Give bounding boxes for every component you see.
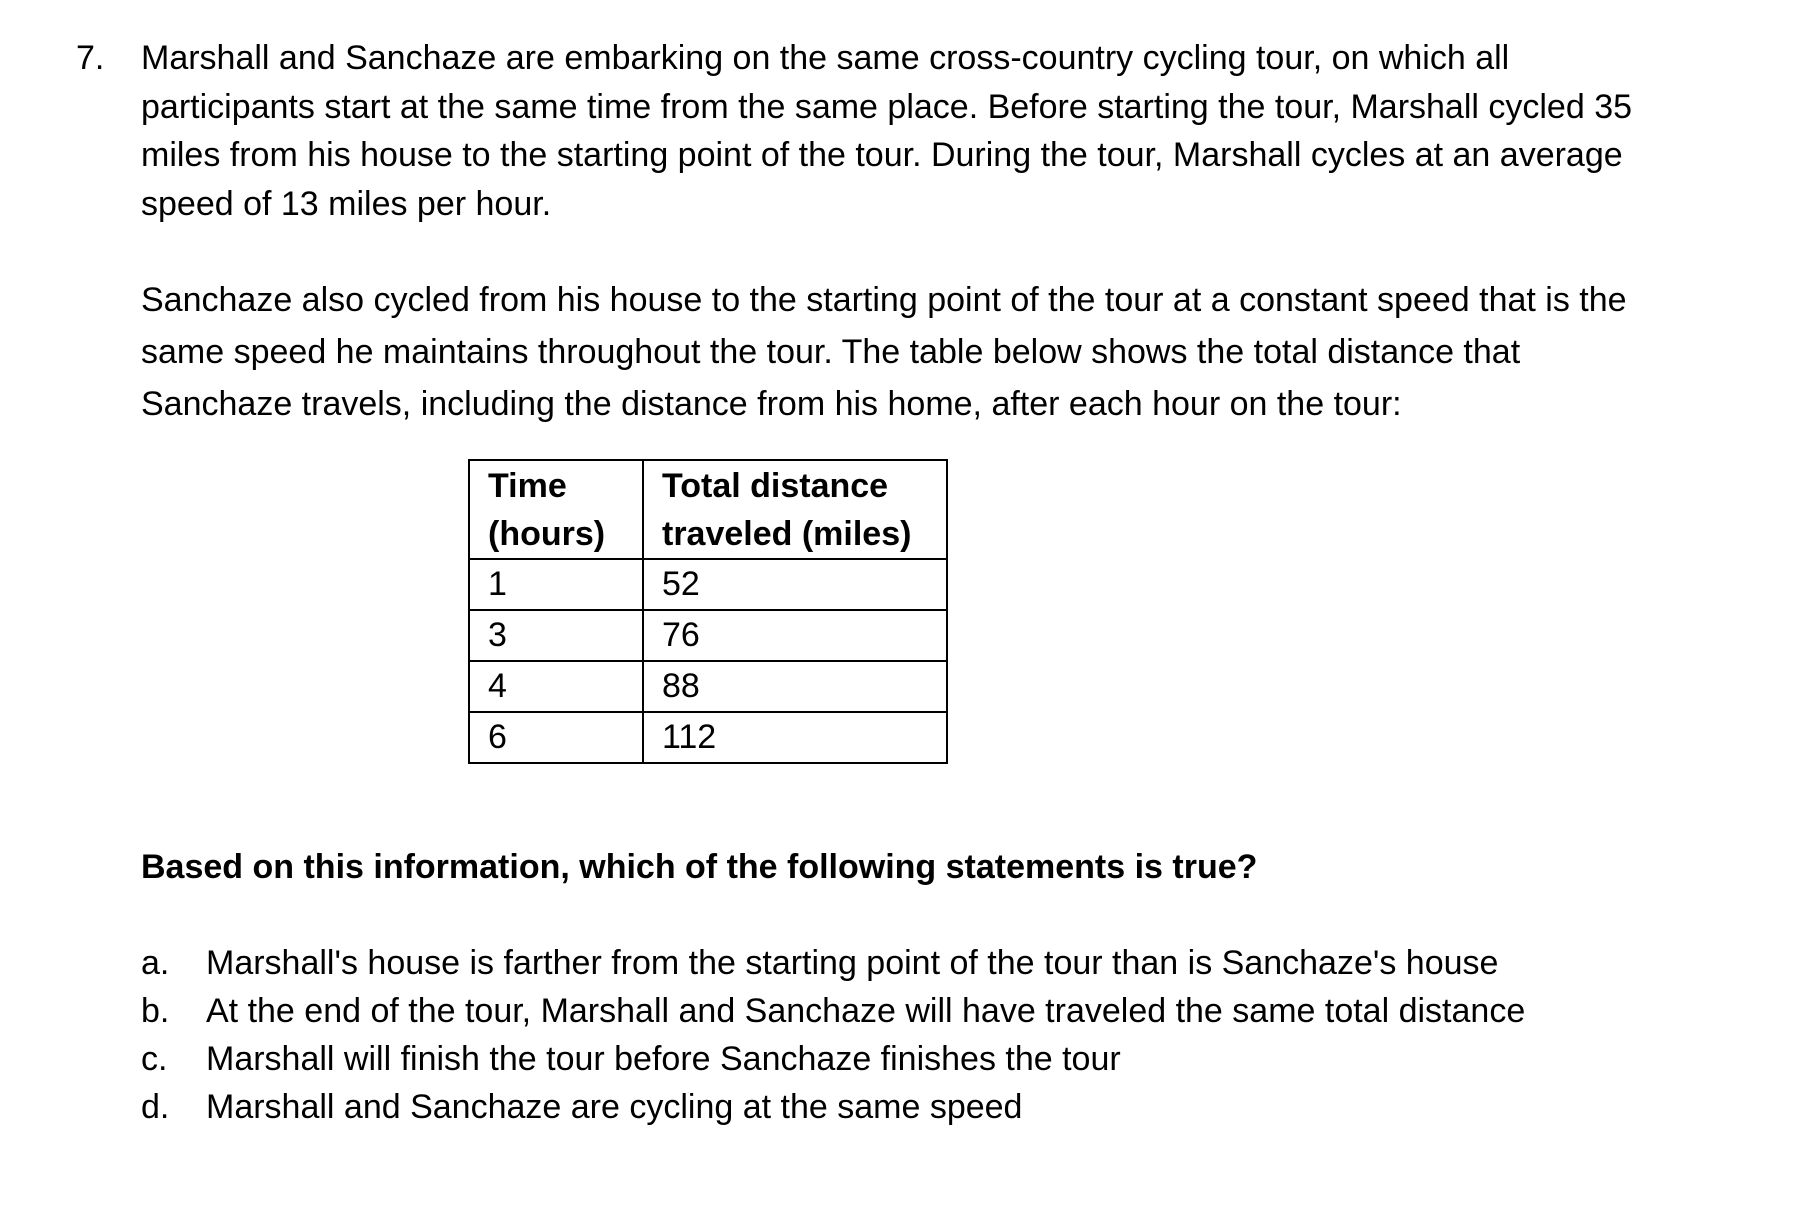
paragraph-line: participants start at the same time from the same place. Before starting the tour, Marshall cycled 35 [141, 87, 1633, 126]
header-line: traveled (miles) [662, 515, 912, 553]
cell-time: 4 [469, 661, 643, 712]
paragraph-line: miles from his house to the starting point of the tour. During the tour, Marshall cycles at an average [141, 136, 1623, 174]
choice-text: Marshall will finish the tour before Sanchaze finishes the tour [206, 1040, 1121, 1078]
question-paragraph-table-intro [141, 274, 1761, 430]
distance-table [468, 459, 948, 764]
paragraph-line: same speed he maintains throughout the tour. The table below shows the total distance that [141, 333, 1521, 371]
table-row [469, 559, 947, 610]
paragraph-line: Marshall and Sanchaze are embarking on the same cross-country cycling tour, on which all [141, 39, 1510, 77]
answer-choice-a[interactable] [141, 939, 1525, 987]
cell-distance: 112 [643, 712, 947, 763]
table-row [469, 712, 947, 763]
answer-choice-c[interactable] [141, 1035, 1525, 1083]
question-paragraph-intro [141, 34, 1761, 228]
paragraph-line: Sanchaze travels, including the distance from his home, after each hour on the tour: [141, 385, 1402, 423]
cell-time: 3 [469, 610, 643, 661]
table-header-row [469, 460, 947, 559]
question-prompt: Based on this information, which of the following statements is true? [141, 848, 1258, 886]
answer-choice-b[interactable] [141, 987, 1525, 1035]
cell-distance: 52 [643, 559, 947, 610]
cell-time: 6 [469, 712, 643, 763]
cell-time: 1 [469, 559, 643, 610]
choice-letter: c. [141, 1040, 168, 1078]
answer-choices [141, 939, 1525, 1131]
cell-distance: 76 [643, 610, 947, 661]
choice-letter: b. [141, 992, 170, 1030]
choice-text: Marshall and Sanchaze are cycling at the same speed [206, 1088, 1023, 1126]
header-line: Time [488, 467, 567, 505]
header-line: (hours) [488, 515, 606, 553]
paragraph-line: speed of 13 miles per hour. [141, 184, 552, 223]
question-number: 7. [76, 39, 105, 77]
header-time [469, 460, 643, 559]
paragraph-line: Sanchaze also cycled from his house to the starting point of the tour at a constant speed that is the [141, 281, 1627, 319]
table-row [469, 661, 947, 712]
choice-letter: d. [141, 1088, 170, 1126]
choice-text: At the end of the tour, Marshall and Sanchaze will have traveled the same total distance [206, 992, 1526, 1030]
choice-letter: a. [141, 944, 170, 982]
answer-choice-d[interactable] [141, 1083, 1525, 1131]
table-row [469, 610, 947, 661]
header-line: Total distance [662, 467, 889, 505]
choice-text: Marshall's house is farther from the starting point of the tour than is Sanchaze's house [206, 944, 1499, 982]
cell-distance: 88 [643, 661, 947, 712]
header-distance [643, 460, 947, 559]
